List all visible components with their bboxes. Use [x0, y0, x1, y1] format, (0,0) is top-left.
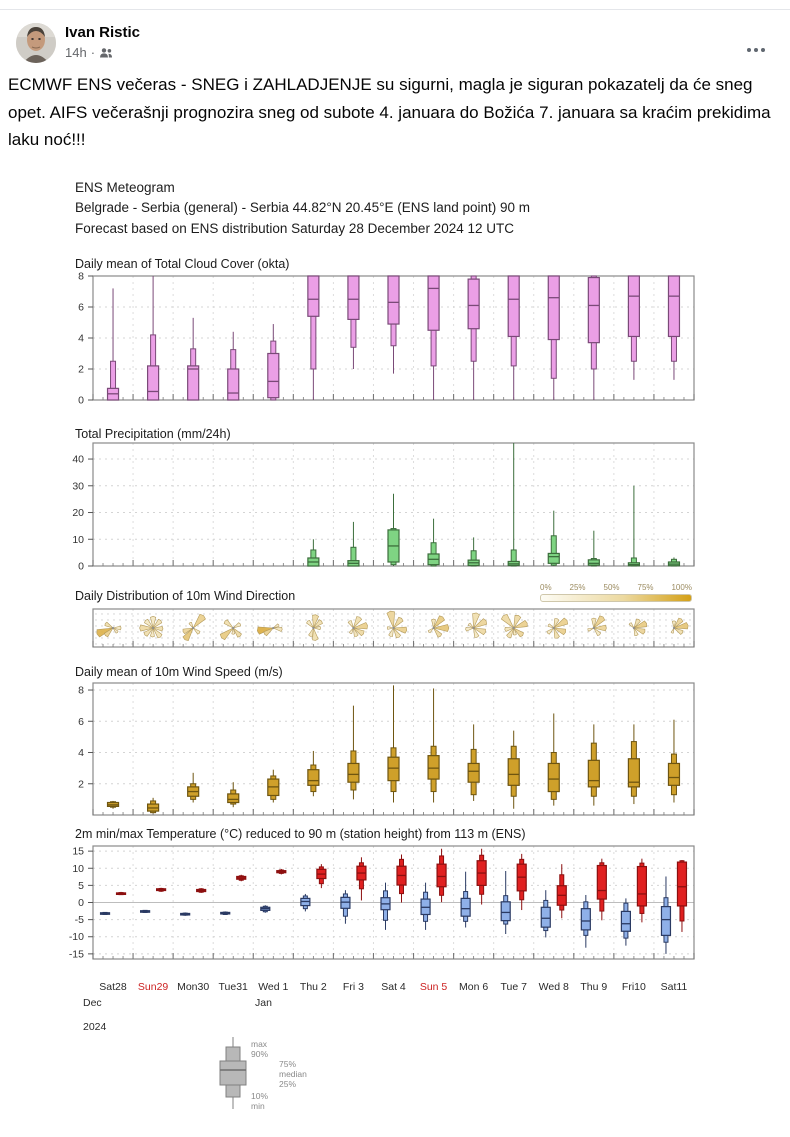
wind-legend-tick-label: 50% [603, 583, 620, 593]
wind-legend-labels [540, 583, 692, 592]
x-axis-day-label: Sat 4 [381, 981, 406, 994]
cloud-cover-panel [35, 271, 735, 411]
chart-header [75, 168, 775, 240]
svg-text:max: max [251, 1039, 268, 1050]
svg-text:0: 0 [78, 560, 84, 573]
x-axis-day-label: Sun29 [137, 981, 169, 994]
wind-legend-tick-label: 100% [671, 583, 692, 593]
svg-text:5: 5 [78, 879, 84, 892]
wind-direction-header-row [35, 583, 775, 607]
svg-text:10: 10 [72, 533, 84, 546]
svg-text:2: 2 [78, 363, 84, 376]
post-menu-button[interactable] [740, 34, 772, 66]
svg-text:-5: -5 [74, 914, 84, 927]
wind-direction-legend [540, 583, 692, 602]
x-axis-labels [35, 981, 735, 995]
meta-separator: · [90, 45, 96, 60]
post-time[interactable]: 14h [65, 45, 87, 60]
wind-speed-panel [35, 679, 735, 821]
wind-legend-tick-label: 75% [637, 583, 654, 593]
x-axis-day-label: Sat11 [660, 981, 688, 994]
svg-text:40: 40 [72, 453, 84, 466]
wind-legend-tick-label: 0% [540, 583, 552, 593]
x-axis-day-label: Tue31 [218, 981, 248, 994]
svg-text:-15: -15 [68, 948, 84, 961]
svg-text:15: 15 [72, 845, 84, 858]
avatar-image [16, 23, 56, 63]
x-axis-day-label: Mon30 [177, 981, 210, 994]
svg-text:10%: 10% [251, 1091, 269, 1102]
friends-privacy-icon [99, 47, 113, 59]
panel-title-temperature: 2m min/max Temperature (°C) reduced to 90 m (station height) from 113 m (ENS) [75, 827, 526, 842]
x-axis-day-label: Thu 2 [299, 981, 327, 994]
svg-text:4: 4 [78, 747, 84, 760]
panel-title-wind-speed: Daily mean of 10m Wind Speed (m/s) [75, 665, 283, 680]
x-axis-day-label: Fri10 [621, 981, 646, 994]
svg-text:30: 30 [72, 480, 84, 493]
svg-text:10: 10 [72, 862, 84, 875]
chart-subtitle-basetime: Forecast based on ENS distribution Saturday 28 December 2024 12 UTC [75, 220, 514, 236]
svg-text:0: 0 [78, 394, 84, 407]
svg-text:2: 2 [78, 778, 84, 791]
year-label: 2024 [83, 1021, 107, 1034]
svg-text:75%: 75% [279, 1059, 297, 1070]
avatar[interactable] [16, 23, 56, 63]
svg-text:6: 6 [78, 715, 84, 728]
facebook-post-card [0, 9, 790, 1137]
x-axis-day-label: Wed 1 [258, 981, 289, 994]
month-label-jan: Jan [255, 997, 272, 1010]
post-text: ECMWF ENS večeras - SNEG i ZAHLADJENJE su sigurni, magla je siguran pokazatelj da će sneg opet. AIFS večerašnji prognozira sneg od subote 4. januara do Božića 7. januara sa kraćim prekidima laku noć!!! [8, 75, 771, 150]
wind-legend-gradient-bar [540, 594, 692, 602]
svg-text:20: 20 [72, 507, 84, 520]
x-axis-day-label: Mon 6 [459, 981, 489, 994]
author-name[interactable]: Ivan Ristic [65, 24, 141, 41]
svg-text:8: 8 [78, 684, 84, 697]
x-axis-day-label: Sat28 [99, 981, 127, 994]
month-label-dec: Dec [83, 997, 102, 1010]
chart-title: ENS Meteogram [75, 179, 175, 195]
panel-title-cloud-cover: Daily mean of Total Cloud Cover (okta) [75, 257, 290, 272]
x-axis-day-label: Thu 9 [580, 981, 608, 994]
ellipsis-icon [747, 48, 765, 52]
x-axis-day-label: Fri 3 [342, 981, 364, 994]
wind-direction-panel [35, 607, 735, 653]
post-header [0, 10, 790, 65]
axis-footer [35, 995, 735, 1111]
svg-text:4: 4 [78, 332, 84, 345]
svg-text:-10: -10 [68, 931, 84, 944]
meteogram-image[interactable] [35, 168, 775, 1112]
panel-title-wind-direction: Daily Distribution of 10m Wind Direction [75, 589, 296, 604]
x-axis-day-label: Sun 5 [419, 981, 448, 994]
x-axis-day-label: Wed 8 [538, 981, 569, 994]
temperature-panel [35, 841, 735, 965]
svg-text:90%: 90% [251, 1049, 269, 1060]
precipitation-panel [35, 441, 735, 575]
svg-text:25%: 25% [279, 1079, 297, 1090]
svg-text:0: 0 [78, 897, 84, 910]
chart-subtitle-location: Belgrade - Serbia (general) - Serbia 44.82°N 20.45°E (ENS land point) 90 m [75, 200, 531, 216]
x-axis-day-label: Tue 7 [500, 981, 527, 994]
svg-text:median: median [279, 1069, 307, 1080]
svg-text:8: 8 [78, 271, 84, 283]
boxplot-legend [195, 1033, 375, 1115]
wind-legend-tick-label: 25% [569, 583, 586, 593]
svg-text:min: min [251, 1101, 265, 1112]
panel-title-precipitation: Total Precipitation (mm/24h) [75, 427, 231, 442]
svg-text:6: 6 [78, 301, 84, 314]
